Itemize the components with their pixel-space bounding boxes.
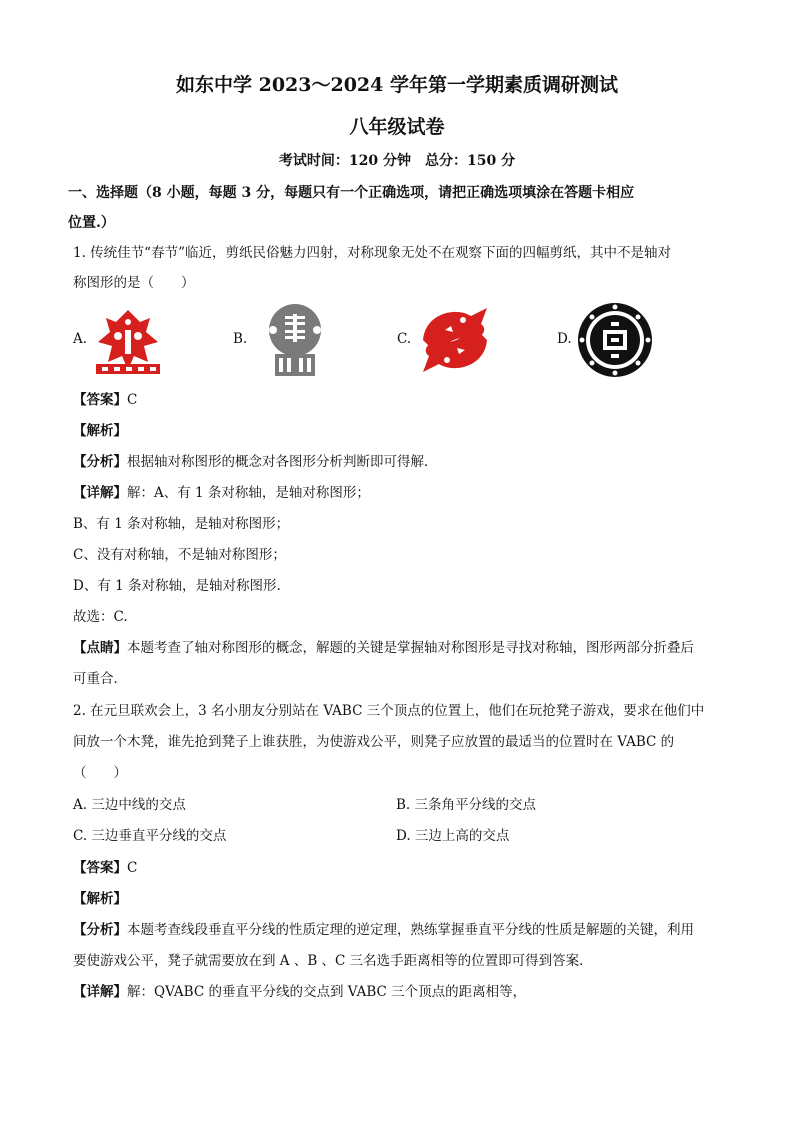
xiangjie-tag: 【详解】 [73, 485, 127, 501]
fenxi-tag: 【分析】 [73, 454, 127, 470]
fenxi-text: 根据轴对称图形的概念对各图形分析判断即可得解． [127, 454, 438, 470]
q2-stem-cont: 间放一个木凳，谁先抢到凳子上谁获胜，为使游戏公平，则凳子应放置的最适当的位置时在 VABC 的 [73, 734, 675, 750]
q1-stem-cont: 称图形的是（ ） [73, 275, 195, 291]
q2-answer [73, 858, 137, 878]
q1-choose: 故选：C. [73, 609, 128, 625]
xiangjie-text: 解：QVABC 的垂直平分线的交点到 VABC 三个顶点的距离相等， [127, 984, 527, 1000]
q1-analysis-tag: 【解析】 [73, 423, 127, 439]
q2-fenxi [73, 920, 694, 940]
q2-analysis-tag: 【解析】 [73, 891, 127, 907]
q1-dianjing [73, 638, 694, 658]
q1-option-d-label: D. [557, 331, 572, 347]
q1-dianjing-cont: 可重合． [73, 671, 127, 687]
q2-option-d: D. 三边上高的交点 [396, 828, 510, 844]
q1-xiangjie-b: B、有 1 条对称轴，是轴对称图形； [73, 516, 290, 532]
q1-answer [73, 390, 137, 410]
q1-option-c-label: C. [397, 331, 412, 347]
q1-stem: 1. 传统佳节“春节”临近，剪纸民俗魅力四射，对称现象无处不在观察下面的四幅剪纸，其中不是轴对 [73, 245, 671, 261]
answer-tag: 【答案】 [73, 392, 127, 408]
paper-cut-medallion-image [575, 300, 655, 380]
q1-fenxi [73, 452, 438, 472]
q1-xiangjie-c: C、没有对称轴，不是轴对称图形； [73, 547, 286, 563]
exam-subtitle: 八年级试卷 [349, 116, 445, 138]
q1-option-a-label: A. [73, 331, 88, 347]
exam-title: 如东中学 2023～2024 学年第一学期素质调研测试 [176, 74, 618, 96]
q2-stem-paren: （ ） [73, 765, 127, 781]
paper-cut-vase-image [255, 300, 335, 380]
q1-xiangjie-d: D、有 1 条对称轴，是轴对称图形. [73, 578, 281, 594]
section-heading: 一、选择题（8 小题，每题 3 分，每题只有一个正确选项，请把正确选项填涂在答题卡相应 [68, 185, 635, 201]
q2-fenxi-cont: 要使游戏公平，凳子就需要放在到 A 、B 、C 三名选手距离相等的位置即可得到答案． [73, 953, 593, 969]
q2-option-a: A. 三边中线的交点 [73, 797, 186, 813]
answer-tag: 【答案】 [73, 860, 127, 876]
exam-info: 考试时间：120 分钟 总分：150 分 [278, 153, 516, 169]
fenxi-tag: 【分析】 [73, 922, 127, 938]
xiangjie-tag: 【详解】 [73, 984, 127, 1000]
q2-option-b: B. 三条角平分线的交点 [396, 797, 537, 813]
section-heading-cont: 位置.） [68, 215, 115, 231]
paper-cut-rooster-image [88, 300, 168, 380]
answer-value: C [127, 860, 138, 876]
dianjing-text: 本题考查了轴对称图形的概念，解题的关键是掌握轴对称图形是寻找对称轴，图形两部分折叠后 [127, 640, 694, 656]
xiangjie-text: 解：A、有 1 条对称轴，是轴对称图形； [127, 485, 370, 501]
answer-value: C [127, 392, 138, 408]
q2-stem: 2. 在元旦联欢会上，3 名小朋友分别站在 VABC 三个顶点的位置上，他们在玩抢凳子游戏，要求在他们中 [73, 703, 705, 719]
q1-xiangjie [73, 483, 370, 503]
q2-option-c: C. 三边垂直平分线的交点 [73, 828, 227, 844]
paper-cut-fish-image [415, 300, 495, 380]
fenxi-text: 本题考查线段垂直平分线的性质定理的逆定理，熟练掌握垂直平分线的性质是解题的关键，利用 [127, 922, 694, 938]
dianjing-tag: 【点睛】 [73, 640, 127, 656]
q1-option-b-label: B. [233, 331, 248, 347]
q2-xiangjie [73, 982, 526, 1002]
